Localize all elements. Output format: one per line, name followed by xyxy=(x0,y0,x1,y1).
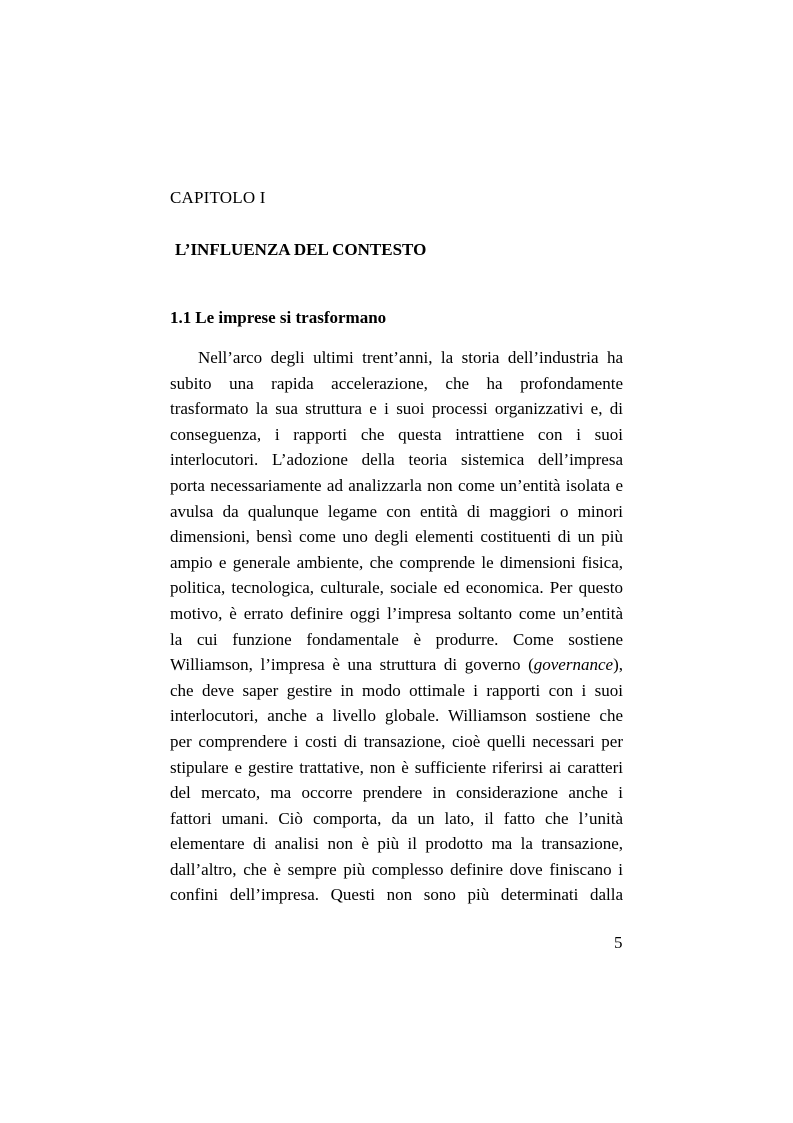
paragraph-line: motivo, è errato definire oggi l’impresa soltanto come un’entità xyxy=(170,603,623,623)
paragraph-line: che deve saper gestire in modo ottimale i rapporti con i suoi xyxy=(170,680,623,700)
section-title: Le imprese si trasformano xyxy=(195,308,387,327)
paragraph-line: conseguenza, i rapporti che questa intrattiene con i suoi xyxy=(170,424,623,444)
body-paragraph xyxy=(170,345,623,908)
governance-line-text: Williamson, l’impresa è una struttura di governo ( xyxy=(170,655,534,675)
paragraph-line: elementare di analisi non è più il prodotto ma la transazione, xyxy=(170,834,623,854)
paragraph-line: per comprendere i costi di transazione, cioè quelli necessari per xyxy=(170,731,623,751)
paragraph-line: del mercato, ma occorre prendere in considerazione anche i xyxy=(170,783,623,803)
paragraph-line: stipulare e gestire trattative, non è sufficiente riferirsi ai caratteri xyxy=(170,757,623,777)
chapter-label: CAPITOLO I xyxy=(170,188,266,207)
paragraph-line: confini dell’impresa. Questi non sono più determinati dalla xyxy=(170,885,623,905)
governance-term: governance xyxy=(533,655,614,675)
page-number: 5 xyxy=(614,933,623,952)
paragraph-line: politica, tecnologica, culturale, sociale ed economica. Per questo xyxy=(170,578,623,598)
paragraph-line: ampio e generale ambiente, che comprende le dimensioni fisica, xyxy=(170,552,623,572)
paragraph-line: dall’altro, che è sempre più complesso definire dove finiscano i xyxy=(170,859,623,879)
paragraph-line: Nell’arco degli ultimi trent’anni, la storia dell’industria ha xyxy=(198,348,623,367)
section-number: 1.1 xyxy=(170,308,192,327)
paragraph-line: interlocutori. L’adozione della teoria sistemica dell’impresa xyxy=(170,450,623,470)
paragraph-line: subito una rapida accelerazione, che ha profondamente xyxy=(170,373,623,393)
paragraph-line: dimensioni, bensì come uno degli elementi costituenti di un più xyxy=(170,527,623,547)
paragraph-line-governance xyxy=(170,652,623,678)
paragraph-line: la cui funzione fondamentale è produrre. Come sostiene xyxy=(170,629,623,649)
governance-line-suffix: ), xyxy=(613,655,623,675)
paragraph-line: avulsa da qualunque legame con entità di maggiori o minori xyxy=(170,501,623,521)
paragraph-line: interlocutori, anche a livello globale. Williamson sostiene che xyxy=(170,706,623,726)
paragraph-line: porta necessariamente ad analizzarla non come un’entità isolata e xyxy=(170,475,623,495)
section-heading xyxy=(170,308,386,328)
paragraph-line: fattori umani. Ciò comporta, da un lato, il fatto che l’unità xyxy=(170,808,623,828)
paragraph-line: trasformato la sua struttura e i suoi processi organizzativi e, di xyxy=(170,399,623,419)
chapter-title: L’INFLUENZA DEL CONTESTO xyxy=(175,240,427,259)
